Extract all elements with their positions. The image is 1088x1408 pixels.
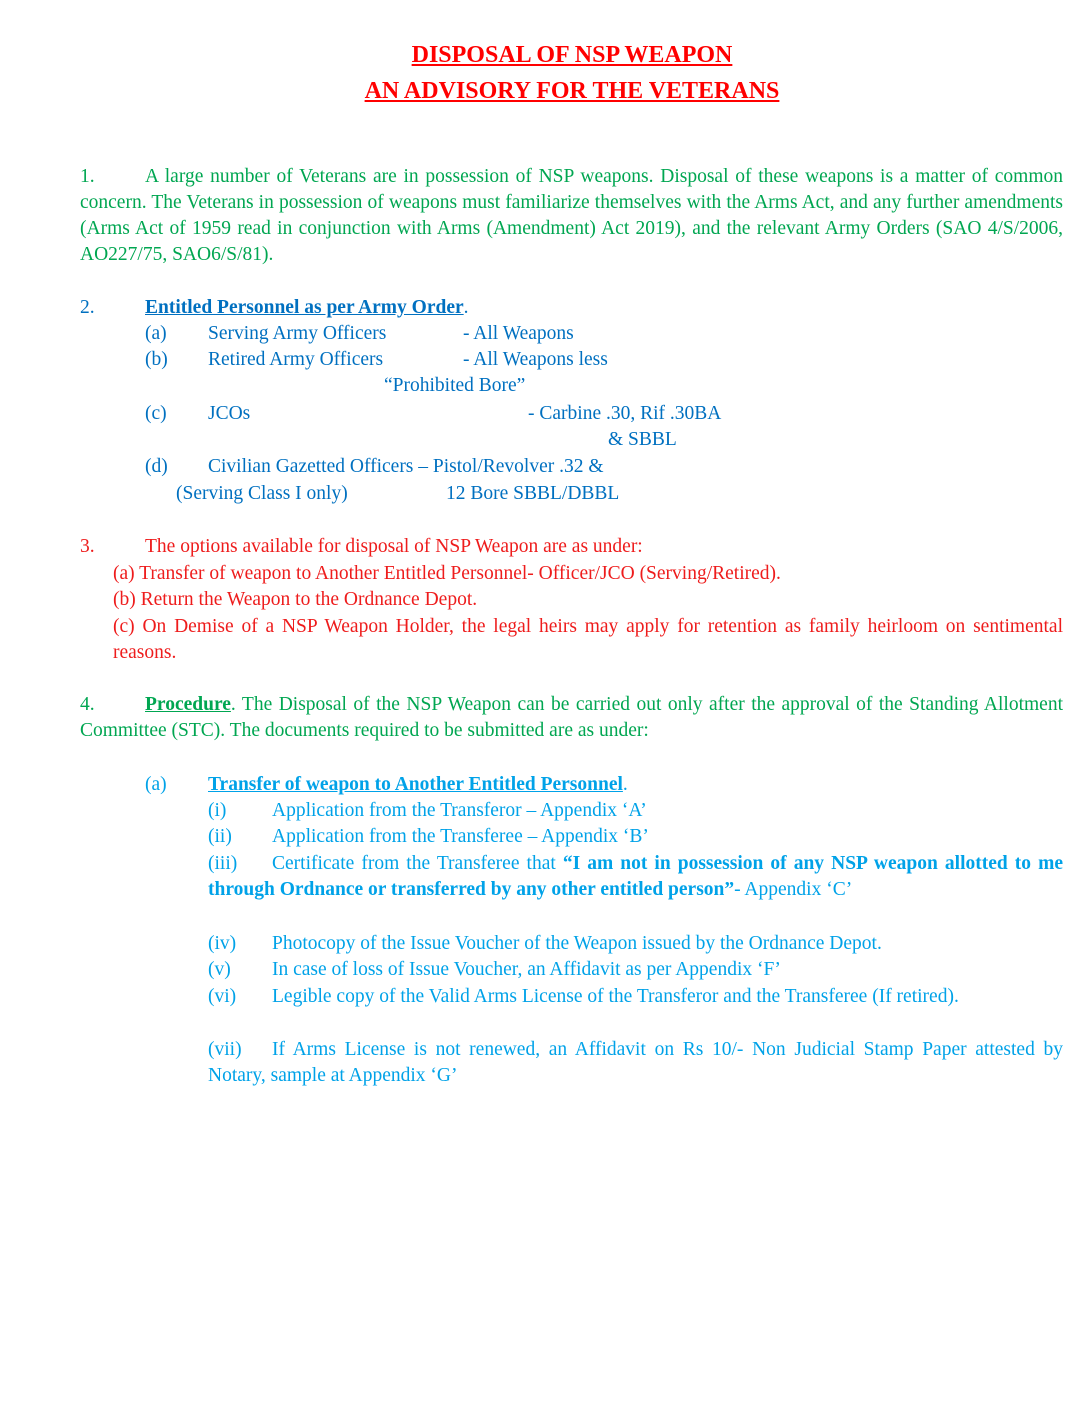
para4-sub-a-heading-end: . xyxy=(622,774,628,795)
doc-item-iv-num: (iv) xyxy=(208,933,237,954)
para2-item-b-what2: “Prohibited Bore” xyxy=(384,375,526,396)
para3-intro: The options available for disposal of NSP Weapon are as under: xyxy=(145,536,643,557)
doc-item-iii-num: (iii) xyxy=(208,853,238,874)
doc-item-iii-bold: “I am not in possession of any NSP weapon allotted to me through Ordnance or transferred by any other entitled person” xyxy=(208,853,1063,900)
para2-item-d-who: Civilian Gazetted Officers – Pistol/Revolver .32 & xyxy=(208,456,604,477)
para2-heading-end: . xyxy=(463,297,469,318)
para1-number: 1. xyxy=(80,166,95,187)
para2-item-b-label: (b) xyxy=(145,349,168,370)
para2-heading xyxy=(145,295,469,321)
doc-item-v-text: In case of loss of Issue Voucher, an Affidavit as per Appendix ‘F’ xyxy=(272,959,781,980)
para2-number: 2. xyxy=(80,297,95,318)
para2-heading-text: Entitled Personnel as per Army Order xyxy=(145,297,464,318)
doc-item-vii-num: (vii) xyxy=(208,1039,242,1060)
para4-body: . The Disposal of the NSP Weapon can be carried out only after the approval of the Standing Allotment Committee (STC). The documents required to be submitted are as under: xyxy=(80,694,1063,741)
para2-item-d-who2: (Serving Class I only) xyxy=(176,483,348,504)
doc-item-vi-num: (vi) xyxy=(208,986,237,1007)
para2-item-b-who: Retired Army Officers xyxy=(208,349,384,370)
para2-item-c-who: JCOs xyxy=(208,403,251,424)
para2-item-c-label: (c) xyxy=(145,403,167,424)
para3-option-a: (a) Transfer of weapon to Another Entitled Personnel- Officer/JCO (Serving/Retired). xyxy=(113,563,781,584)
document-title-line2: AN ADVISORY FOR THE VETERANS xyxy=(364,78,780,104)
doc-item-ii-num: (ii) xyxy=(208,826,232,847)
para3-option-b: (b) Return the Weapon to the Ordnance Depot. xyxy=(113,589,478,610)
para3-number: 3. xyxy=(80,536,95,557)
doc-item-iv-text: Photocopy of the Issue Voucher of the Weapon issued by the Ordnance Depot. xyxy=(272,933,882,954)
para4-sub-a-heading xyxy=(208,772,628,798)
para2-item-c-what2: & SBBL xyxy=(608,429,677,450)
para4-text xyxy=(80,692,1063,744)
para2-item-d-label: (d) xyxy=(145,456,168,477)
doc-item-vii-text: If Arms License is not renewed, an Affidavit on Rs 10/- Non Judicial Stamp Paper attested by Notary, sample at Appendix ‘G’ xyxy=(208,1039,1063,1086)
para4-heading: Procedure xyxy=(145,694,231,715)
para3-option-c: (c) On Demise of a NSP Weapon Holder, the legal heirs may apply for retention as family heirloom on sentimental reasons. xyxy=(113,616,1063,663)
doc-item-vi-text: Legible copy of the Valid Arms License of the Transferor and the Transferee (If retired). xyxy=(272,986,959,1007)
para4-sub-a-label: (a) xyxy=(145,774,167,795)
para4-sub-a-heading-text: Transfer of weapon to Another Entitled Personnel xyxy=(208,774,623,795)
doc-item-v-num: (v) xyxy=(208,959,231,980)
doc-item-iii-text xyxy=(208,851,1063,903)
para2-item-c-what: - Carbine .30, Rif .30BA xyxy=(528,403,722,424)
para4-number: 4. xyxy=(80,694,95,715)
para2-item-a-label: (a) xyxy=(145,323,167,344)
document-title-line1: DISPOSAL OF NSP WEAPON xyxy=(411,42,733,68)
doc-item-iii-post: - Appendix ‘C’ xyxy=(734,879,853,900)
para1-text: A large number of Veterans are in possession of NSP weapons. Disposal of these weapons is a matter of common concern. The Veterans in possession of weapons must familiarize themselves with the Arms Act, and any further amendments (Arms Act of 1959 read in conjunction with Arms (Amendment) Act 2019), and the relevant Army Orders (SAO 4/S/2006, AO227/75, SAO6/S/81). xyxy=(80,166,1063,265)
doc-item-ii-text: Application from the Transferee – Appendix ‘B’ xyxy=(272,826,649,847)
doc-item-i-text: Application from the Transferor – Appendix ‘A’ xyxy=(272,800,647,821)
para2-item-b-what: - All Weapons less xyxy=(463,349,608,370)
doc-item-iii-pre: Certificate from the Transferee that xyxy=(272,853,563,874)
doc-item-i-num: (i) xyxy=(208,800,227,821)
para2-item-a-who: Serving Army Officers xyxy=(208,323,387,344)
para2-item-a-what: - All Weapons xyxy=(463,323,574,344)
para2-item-d-what2: 12 Bore SBBL/DBBL xyxy=(446,483,620,504)
